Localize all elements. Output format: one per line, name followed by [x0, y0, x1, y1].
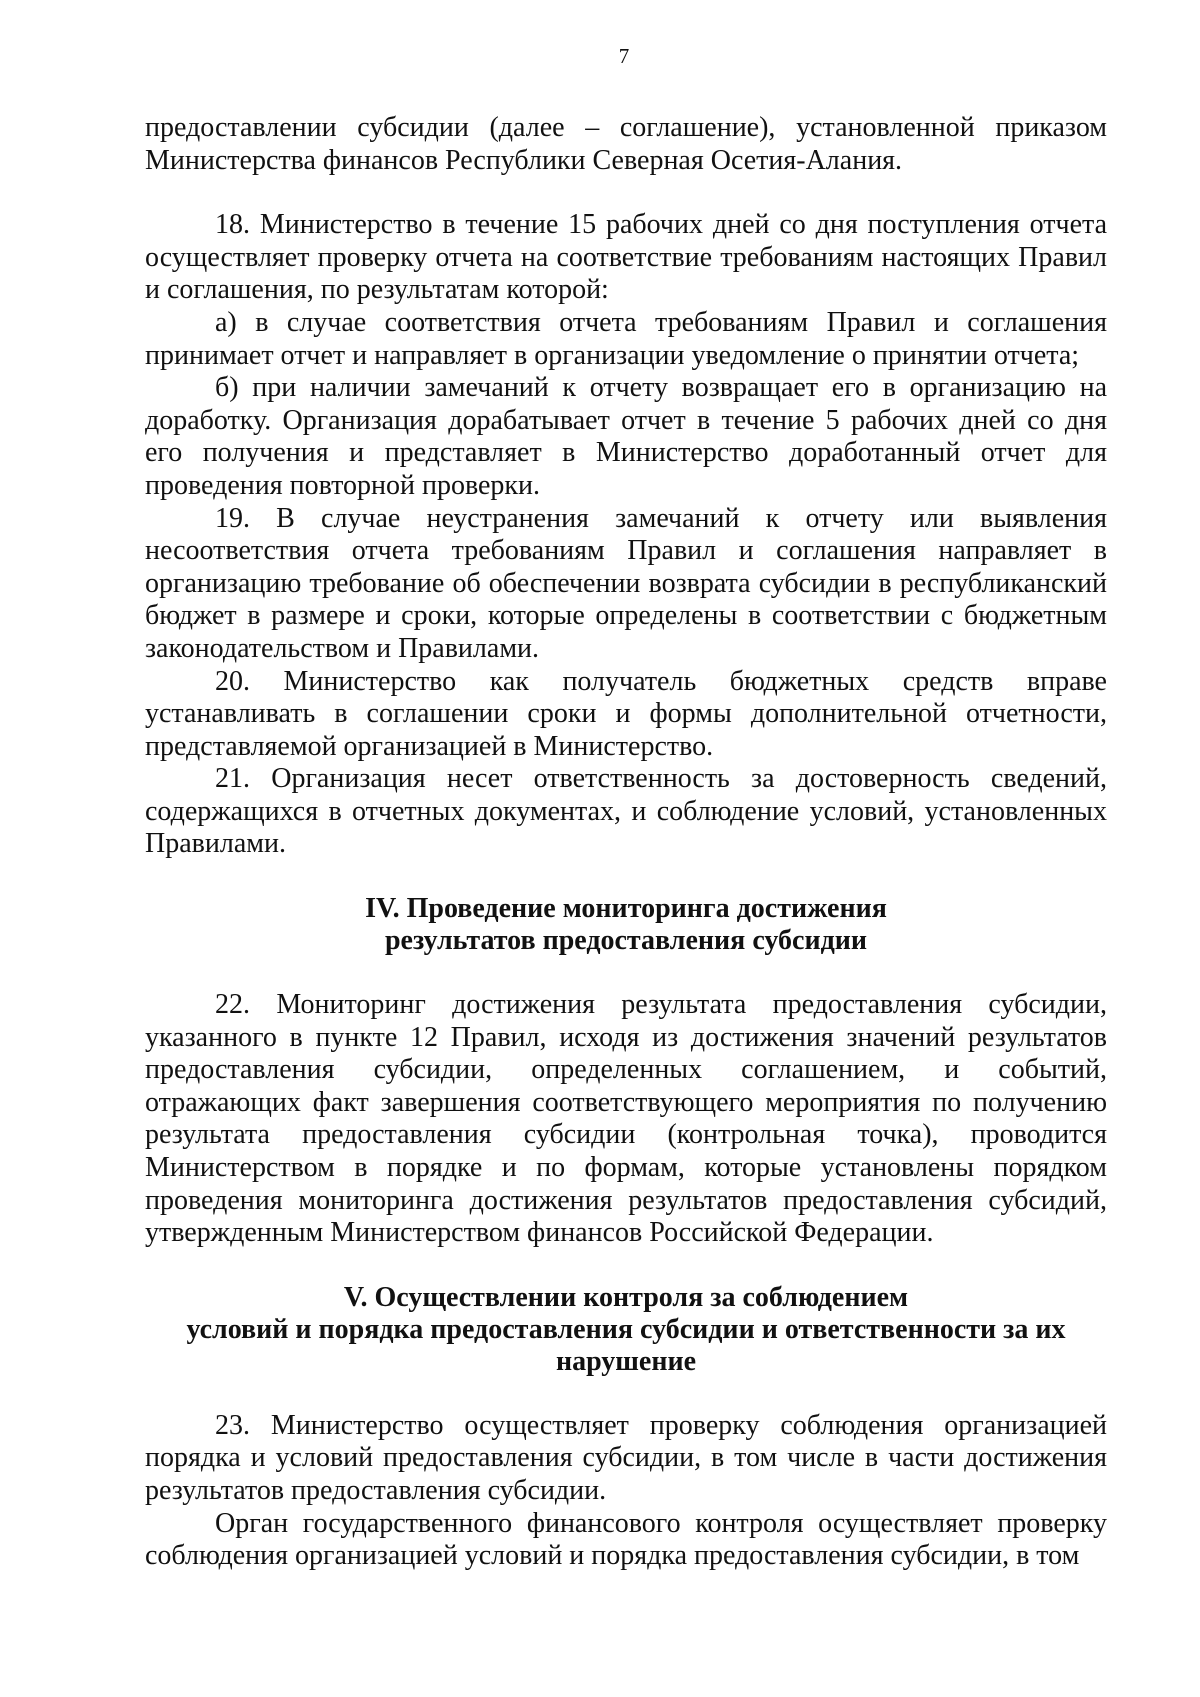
paragraph-23-continuation: Орган государственного финансового контроля осуществляет проверку соблюдения организацией условий и порядка предоставления субсидии, в том [145, 1507, 1107, 1572]
section-heading-v [145, 1282, 1107, 1378]
paragraph-19: 19. В случае неустранения замечаний к отчету или выявления несоответствия отчета требованиям Правил и соглашения направляет в организацию требование об обеспечении возврата субсидии в республиканский бюджет в размере и сроки, которые определены в соответствии с бюджетным законодательством и Правилами. [145, 502, 1107, 664]
spacer [145, 861, 1107, 893]
paragraph-21: 21. Организация несет ответственность за достоверность сведений, содержащихся в отчетных документах, и соблюдение условий, установленных Правилами. [145, 763, 1107, 860]
paragraph-22: 22. Мониторинг достижения результата предоставления субсидии, указанного в пункте 12 Правил, исходя из достижения значений результатов предоставления субсидии, определенных соглашением, и событий, отражающих факт завершения соответствующего мероприятия по получению результата предоставления субсидии (контрольная точка), проводится Министерством в порядке и по формам, которые установлены порядком проведения мониторинга достижения результатов предоставления субсидий, утвержденным Министерством финансов Российской Федерации. [145, 989, 1107, 1249]
page-number: 7 [618, 44, 630, 68]
section-heading-iv-line2: результатов предоставления субсидии [384, 925, 868, 957]
paragraph-intro: предоставлении субсидии (далее – соглашение), установленной приказом Министерства финансов Республики Северная Осетия-Алания. [145, 112, 1107, 176]
section-heading-v-line1: V. Осуществлении контроля за соблюдением [343, 1281, 909, 1313]
paragraph-20: 20. Министерство как получатель бюджетных средств вправе устанавливать в соглашении сроки и формы дополнительной отчетности, представляемой организацией в Министерство. [145, 665, 1107, 762]
paragraph-18: 18. Министерство в течение 15 рабочих дней со дня поступления отчета осуществляет проверку отчета на соответствие требованиям настоящих Правил и соглашения, по результатам которой: [145, 209, 1107, 306]
spacer [145, 177, 1107, 209]
section-heading-v-line2: условий и порядка предоставления субсидии и ответственности за их [186, 1313, 1066, 1345]
section-heading-iv-line1: IV. Проведение мониторинга достижения [365, 893, 887, 925]
section-heading-v-line3: нарушение [555, 1345, 697, 1377]
spacer [145, 1378, 1107, 1410]
document-body [145, 112, 1107, 1573]
paragraph-18a: а) в случае соответствия отчета требованиям Правил и соглашения принимает отчет и направляет в организации уведомление о принятии отчета; [145, 306, 1107, 371]
paragraph-23: 23. Министерство осуществляет проверку соблюдения организацией порядка и условий предоставления субсидии, в том числе в части достижения результатов предоставления субсидии. [145, 1409, 1107, 1506]
spacer [145, 957, 1107, 989]
section-heading-iv [145, 893, 1107, 957]
spacer [145, 1250, 1107, 1282]
paragraph-18b: б) при наличии замечаний к отчету возвращает его в организацию на доработку. Организация дорабатывает отчет в течение 5 рабочих дней со дня его получения и представляет в Министерство доработанный отчет для проведения повторной проверки. [145, 372, 1107, 501]
